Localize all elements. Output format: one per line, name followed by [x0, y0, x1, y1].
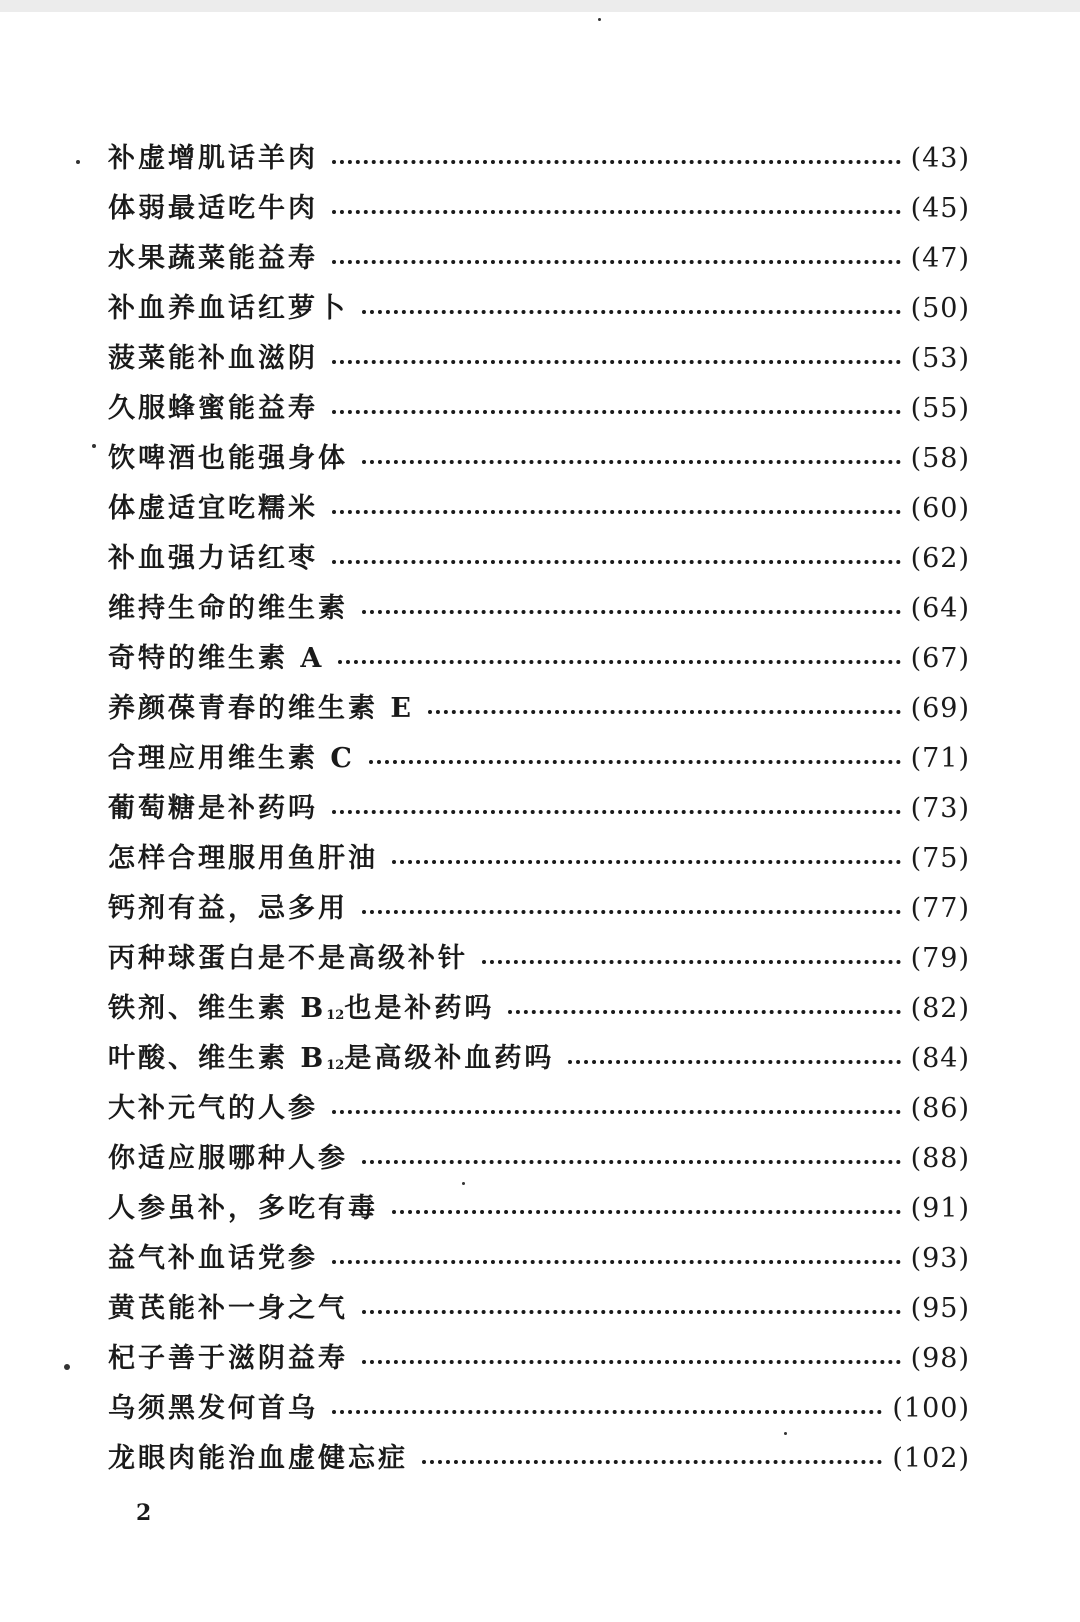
document-page: [0, 12, 1080, 1622]
toc-entry-title-subscript: 12: [326, 1058, 345, 1073]
toc-entry: [108, 434, 970, 484]
toc-entry-title: 水果蔬菜能益寿: [108, 243, 318, 274]
toc-entry: [108, 684, 970, 734]
toc-dot-leader: [362, 910, 901, 914]
toc-entry-title: 补血养血话红萝卜: [108, 293, 348, 324]
toc-dot-leader: [392, 860, 901, 864]
toc-entry: [108, 334, 970, 384]
toc-dot-leader: [482, 960, 901, 964]
top-strip: [0, 0, 1080, 12]
scan-speck: [92, 444, 96, 448]
toc-dot-leader: [332, 1410, 882, 1414]
toc-entry-page: (98): [910, 1343, 970, 1374]
toc-entry-title: 黄芪能补一身之气: [108, 1293, 348, 1324]
toc-entry-title-subscript: 12: [326, 1008, 345, 1023]
toc-dot-leader: [332, 410, 901, 414]
toc-dot-leader: [362, 610, 901, 614]
toc-entry-title: 合理应用维生素 C: [108, 743, 355, 774]
scan-speck: [598, 18, 601, 21]
toc-entry-title: 杞子善于滋阴益寿: [108, 1343, 348, 1374]
toc-entry-title: 怎样合理服用鱼肝油: [108, 843, 378, 874]
toc-entry-title: 久服蜂蜜能益寿: [108, 393, 318, 424]
scan-speck: [76, 160, 80, 164]
toc-entry-title: 龙眼肉能治血虚健忘症: [108, 1443, 408, 1474]
toc-entry-page: (82): [910, 993, 970, 1024]
toc-entry: [108, 634, 970, 684]
toc-entry-title: 钙剂有益，忌多用: [108, 893, 348, 924]
toc-entry-page: (67): [910, 643, 970, 674]
toc-entry: [108, 1284, 970, 1334]
toc-entry-title: 奇特的维生素 A: [108, 643, 325, 674]
toc-entry-title: 补虚增肌话羊肉: [108, 143, 318, 174]
toc-entry: [108, 884, 970, 934]
toc-entry-page: (86): [910, 1093, 970, 1124]
scan-speck: [64, 1364, 70, 1370]
toc-entry-title: 人参虽补，多吃有毒: [108, 1193, 378, 1224]
toc-entry-title-text: 也是补药吗: [344, 993, 495, 1024]
toc-dot-leader: [332, 1260, 901, 1264]
toc-entry: [108, 1084, 970, 1134]
toc-dot-leader: [392, 1210, 901, 1214]
toc-entry-title-text: 是高级补血药吗: [344, 1043, 555, 1074]
toc-dot-leader: [332, 1110, 901, 1114]
toc-entry-title: 补血强力话红枣: [108, 543, 318, 574]
toc-entry: [108, 984, 970, 1034]
toc-entry: [108, 384, 970, 434]
toc-entry-page: (84): [910, 1043, 970, 1074]
toc-entry-page: (58): [910, 443, 970, 474]
toc-entry-title: 丙种球蛋白是不是高级补针: [108, 943, 468, 974]
toc-dot-leader: [332, 160, 901, 164]
toc-dot-leader: [332, 560, 901, 564]
toc-dot-leader: [332, 260, 901, 264]
toc-entry: [108, 1184, 970, 1234]
toc-entry-title: 饮啤酒也能强身体: [108, 443, 348, 474]
toc-dot-leader: [362, 1160, 901, 1164]
toc-entry-page: (95): [910, 1293, 970, 1324]
toc-entry-title: 体虚适宜吃糯米: [108, 493, 318, 524]
toc-entry-title-text: 叶酸、维生素 B: [108, 1043, 327, 1074]
toc-dot-leader: [508, 1010, 900, 1014]
toc-entry: [108, 1334, 970, 1384]
toc-dot-leader: [568, 1060, 900, 1064]
toc-entry-title: 养颜葆青春的维生素 E: [108, 693, 414, 724]
scan-speck: [784, 1432, 787, 1435]
toc-entry-page: (64): [910, 593, 970, 624]
toc-dot-leader: [362, 1310, 901, 1314]
toc-entry: [108, 1384, 970, 1434]
page-number: 2: [136, 1500, 152, 1526]
toc-dot-leader: [332, 810, 901, 814]
toc-entry-title: 葡萄糖是补药吗: [108, 793, 318, 824]
toc-dot-leader: [332, 360, 901, 364]
toc-dot-leader: [422, 1460, 882, 1464]
toc-entry: [108, 484, 970, 534]
toc-dot-leader: [338, 660, 900, 664]
toc-entry-page: (45): [910, 193, 970, 224]
toc-entry-page: (73): [910, 793, 970, 824]
toc-entry-page: (43): [910, 143, 970, 174]
toc-entry: [108, 584, 970, 634]
toc-entry-page: (77): [910, 893, 970, 924]
toc-entry: [108, 284, 970, 334]
toc-dot-leader: [362, 460, 901, 464]
toc-entry-page: (79): [910, 943, 970, 974]
toc-entry-title: 益气补血话党参: [108, 1243, 318, 1274]
toc-entry-page: (50): [910, 293, 970, 324]
toc-entry-page: (71): [910, 743, 970, 774]
toc-entry-page: (47): [910, 243, 970, 274]
toc-entry-page: (75): [910, 843, 970, 874]
toc-entry: [108, 1434, 970, 1484]
toc-entry: [108, 1134, 970, 1184]
toc-entry: [108, 784, 970, 834]
scan-speck: [462, 1182, 465, 1185]
toc-entry-page: (55): [910, 393, 970, 424]
toc-entry-title-text: 铁剂、维生素 B: [108, 993, 327, 1024]
toc-entry: [108, 934, 970, 984]
toc-dot-leader: [362, 310, 901, 314]
toc-entry: [108, 234, 970, 284]
toc-dot-leader: [428, 710, 901, 714]
toc-entry-page: (100): [892, 1393, 970, 1424]
toc-dot-leader: [369, 760, 901, 764]
toc-entry-page: (62): [910, 543, 970, 574]
toc-entry-title: 菠菜能补血滋阴: [108, 343, 318, 374]
toc-entry-title: [108, 1034, 554, 1091]
toc-entry-page: (88): [910, 1143, 970, 1174]
table-of-contents: [108, 134, 970, 1484]
toc-entry-page: (102): [892, 1443, 970, 1474]
toc-entry: [108, 834, 970, 884]
toc-entry: [108, 184, 970, 234]
toc-entry-page: (91): [910, 1193, 970, 1224]
toc-dot-leader: [362, 1360, 901, 1364]
toc-entry: [108, 1034, 970, 1084]
toc-entry-page: (53): [910, 343, 970, 374]
toc-entry-title: [108, 984, 494, 1041]
toc-dot-leader: [332, 510, 901, 514]
toc-entry: [108, 734, 970, 784]
toc-entry-title: 乌须黑发何首乌: [108, 1393, 318, 1424]
toc-entry-title: 维持生命的维生素: [108, 593, 348, 624]
toc-entry-title: 大补元气的人参: [108, 1093, 318, 1124]
toc-entry: [108, 134, 970, 184]
toc-entry-title: 你适应服哪种人参: [108, 1143, 348, 1174]
toc-entry: [108, 1234, 970, 1284]
toc-entry-page: (60): [910, 493, 970, 524]
toc-entry: [108, 534, 970, 584]
toc-entry-title: 体弱最适吃牛肉: [108, 193, 318, 224]
toc-entry-page: (93): [910, 1243, 970, 1274]
toc-dot-leader: [332, 210, 901, 214]
toc-entry-page: (69): [910, 693, 970, 724]
